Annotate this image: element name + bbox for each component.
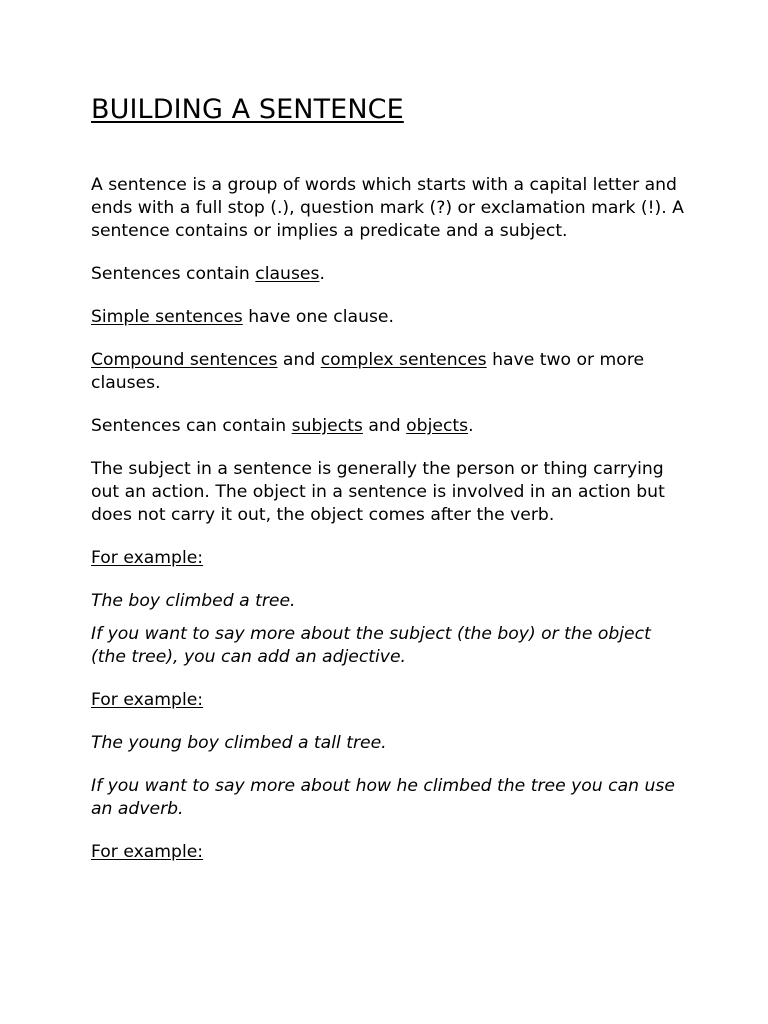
complex-sentences-link[interactable]: complex sentences [320,350,487,370]
example-sentence-1: The boy climbed a tree. [91,591,296,611]
example-heading-text-3: For example: [91,842,204,862]
document-page [91,90,691,884]
simple-sentences-post-text: have one clause. [242,307,394,327]
compound-mid-text: and [277,350,321,370]
subjects-mid-text: and [362,416,407,436]
objects-link[interactable]: objects [406,416,469,436]
subject-explanation-paragraph: The subject in a sentence is generally the person or thing carrying out an action. The object in a sentence is involved in an action but does not carry it out, the object comes after the verb. [91,459,665,525]
page-title: BUILDING A SENTENCE [91,94,404,125]
example-note-1: If you want to say more about the subject (the boy) or the object (the tree), you can add an adjective. [91,624,651,667]
example-note-2: If you want to say more about how he climbed the tree you can use an adverb. [91,776,675,819]
subjects-post-text: . [468,416,474,436]
compound-sentences-paragraph [91,349,691,395]
clauses-link[interactable]: clauses [255,264,320,284]
example-heading-text-1: For example: [91,548,204,568]
subjects-pre-text: Sentences can contain [91,416,292,436]
example-heading-3 [91,841,691,864]
simple-sentences-link[interactable]: Simple sentences [91,307,243,327]
subjects-link[interactable]: subjects [291,416,363,436]
example-sentence-2: The young boy climbed a tall tree. [91,733,387,753]
subjects-objects-paragraph [91,415,691,438]
example-heading-2 [91,689,691,712]
example-heading-1 [91,547,691,570]
clauses-pre-text: Sentences contain [91,264,256,284]
clauses-paragraph [91,263,691,286]
compound-sentences-link[interactable]: Compound sentences [91,350,278,370]
compound-post-text: have two or more clauses. [91,350,645,393]
example-heading-text-2: For example: [91,690,204,710]
intro-paragraph: A sentence is a group of words which starts with a capital letter and ends with a full stop (.), question mark (?) or exclamation mark (!). A sentence contains or implies a predicate and a subject. [91,175,684,241]
simple-sentences-paragraph [91,306,691,329]
clauses-post-text: . [319,264,325,284]
